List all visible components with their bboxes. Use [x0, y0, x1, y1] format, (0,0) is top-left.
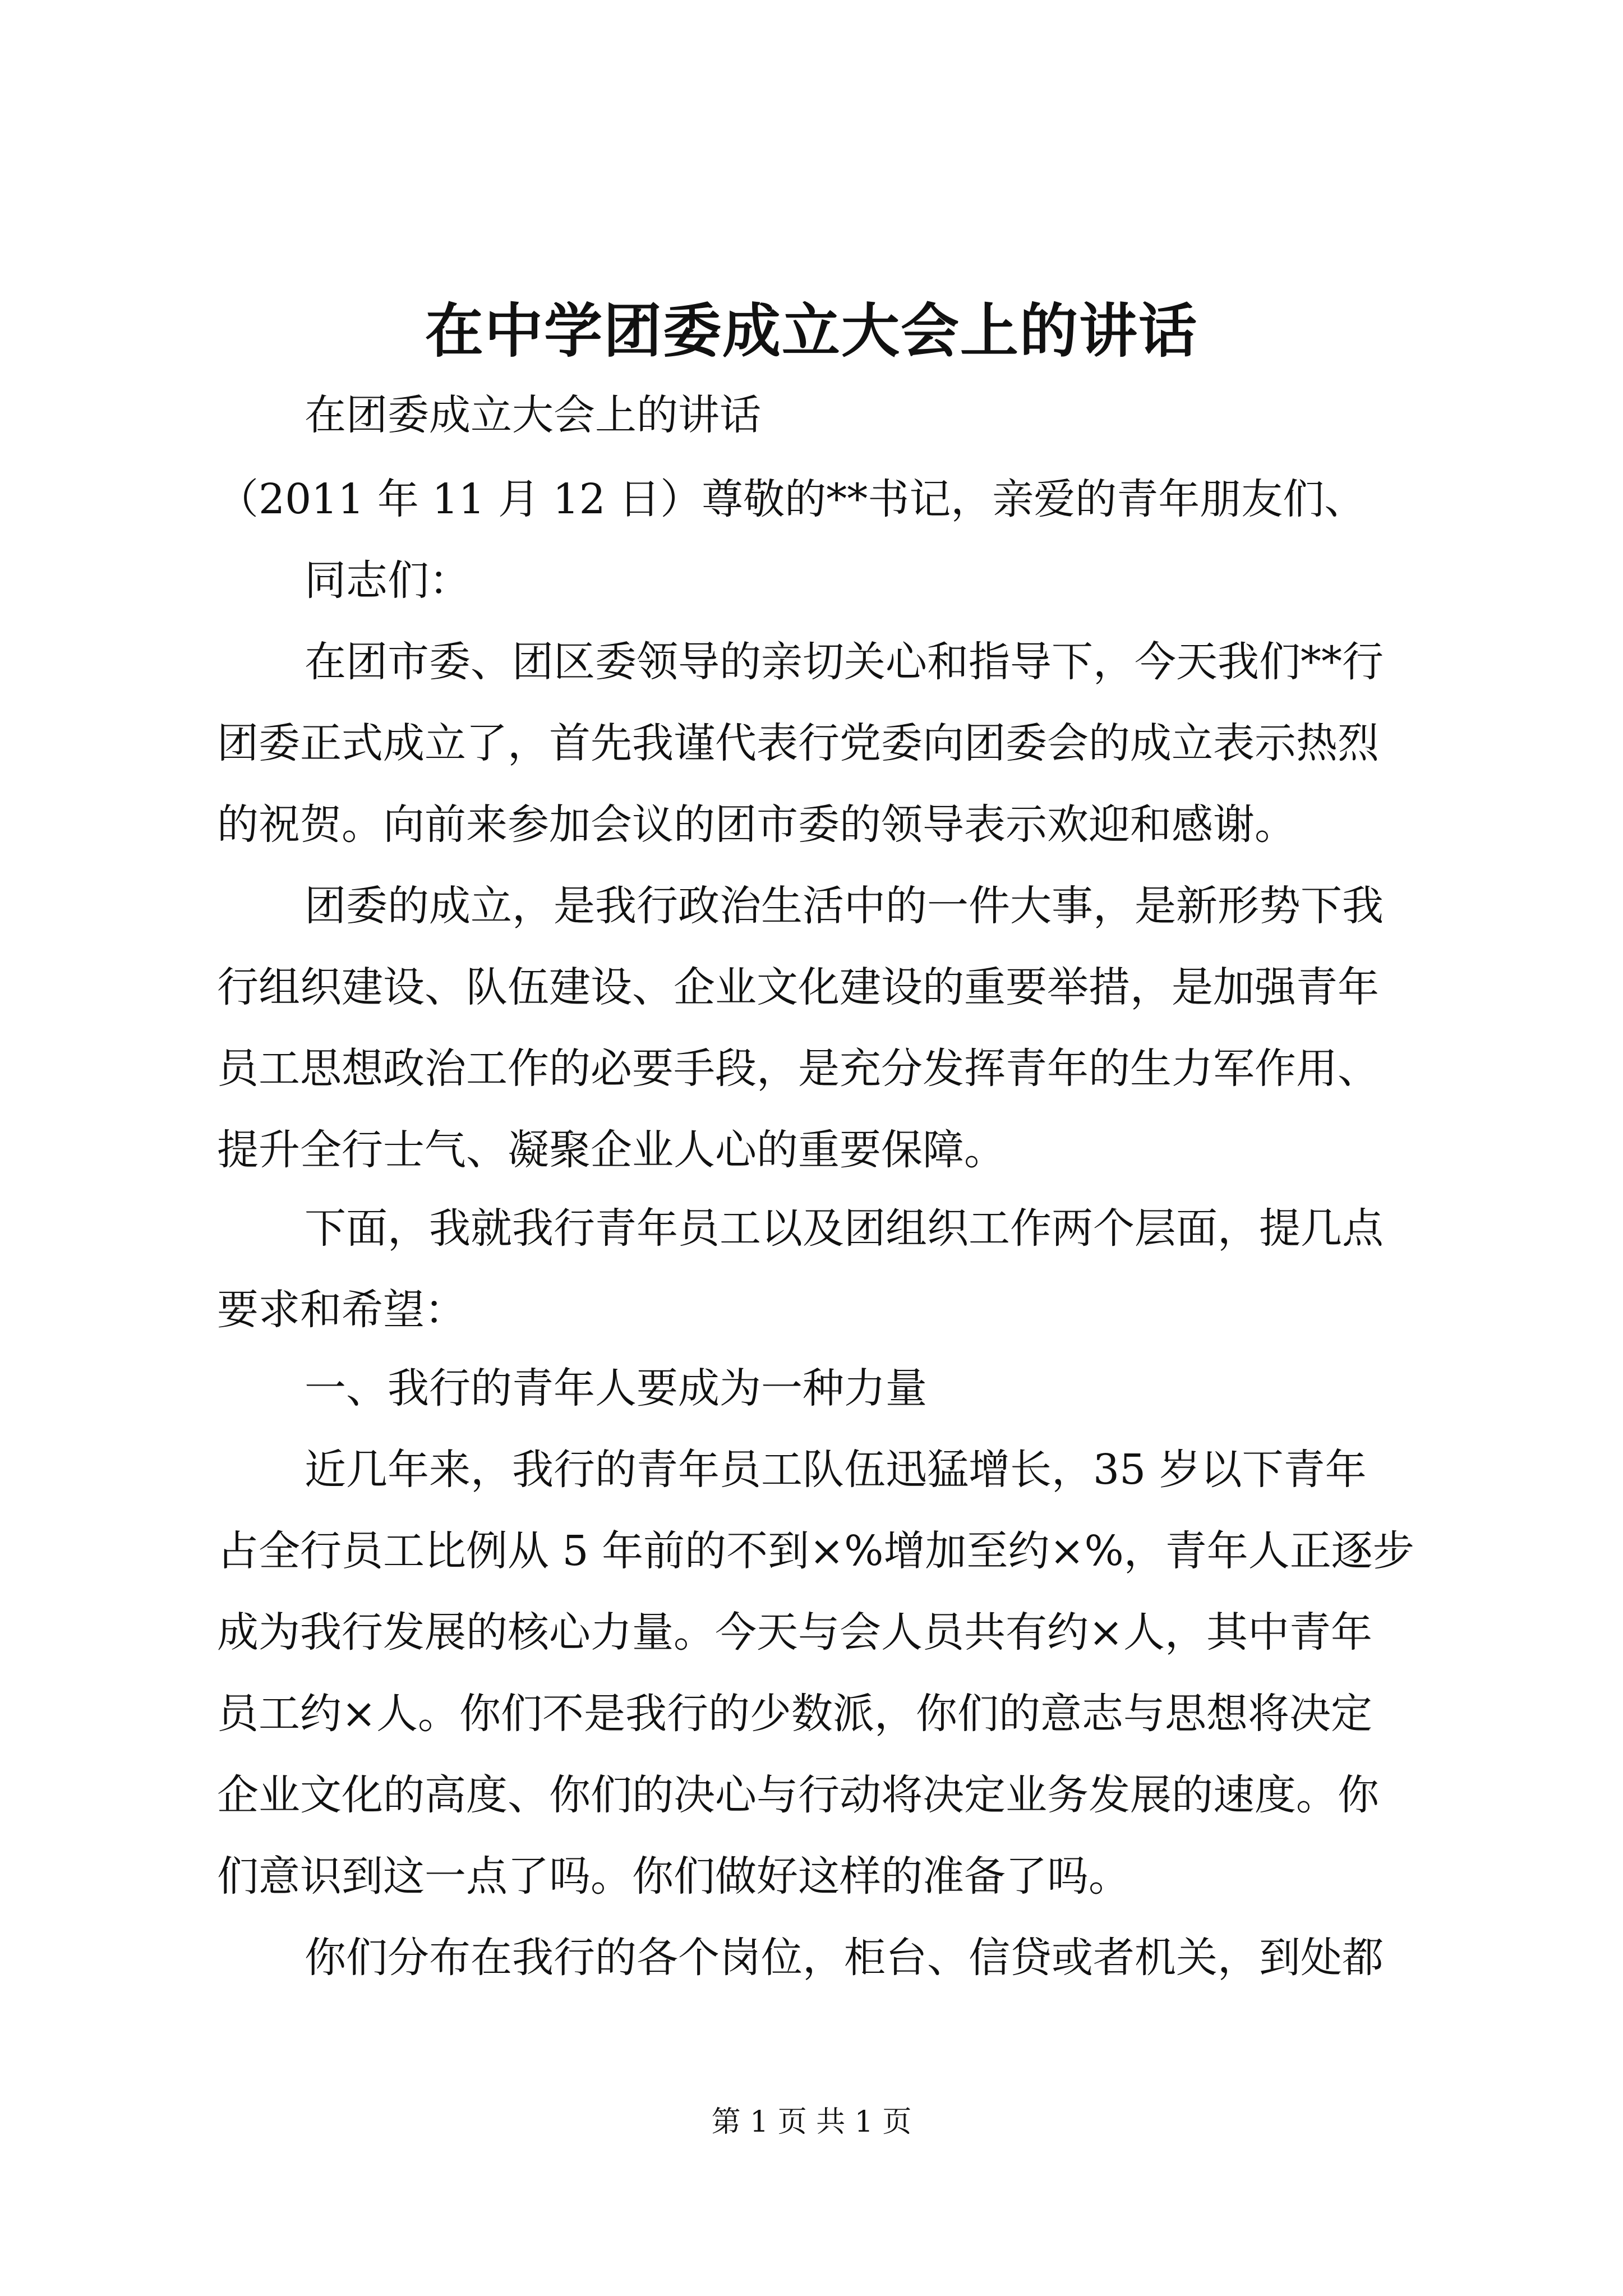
text-line: 在团市委、团区委领导的亲切关心和指导下，今天我们**行 — [305, 638, 1384, 686]
text-line: 你们分布在我行的各个岗位，柜台、信贷或者机关，到处都 — [305, 1934, 1384, 1982]
section-heading: 一、我行的青年人要成为一种力量 — [305, 1364, 927, 1412]
text-line: 企业文化的高度、你们的决心与行动将决定业务发展的速度。你 — [217, 1771, 1379, 1819]
text-line: 的祝贺。向前来参加会议的团市委的领导表示欢迎和感谢。 — [217, 800, 1296, 849]
text-line: 近几年来，我行的青年员工队伍迅猛增长，35 岁以下青年 — [305, 1446, 1367, 1494]
text-line: 下面，我就我行青年员工以及团组织工作两个层面，提几点 — [305, 1204, 1384, 1253]
document-title: 在中学团委成立大会上的讲话 — [425, 296, 1198, 365]
text-line: 团委的成立，是我行政治生活中的一件大事，是新形势下我 — [305, 882, 1384, 930]
text-line: 成为我行发展的核心力量。今天与会人员共有约×人，其中青年 — [217, 1608, 1373, 1657]
text-line: 团委正式成立了，首先我谨代表行党委向团委会的成立表示热烈 — [217, 719, 1379, 767]
text-line: 员工思想政治工作的必要手段，是充分发挥青年的生力军作用、 — [217, 1045, 1379, 1093]
text-line: （2011 年 11 月 12 日）尊敬的**书记，亲爱的青年朋友们、 — [217, 475, 1366, 523]
text-line: 们意识到这一点了吗。你们做好这样的准备了吗。 — [217, 1852, 1130, 1901]
text-line: 提升全行士气、凝聚企业人心的重要保障。 — [217, 1126, 1006, 1174]
text-line: 要求和希望： — [217, 1286, 466, 1334]
text-line: 同志们： — [305, 556, 471, 605]
subtitle-line: 在团委成立大会上的讲话 — [305, 391, 761, 439]
text-line: 占全行员工比例从 5 年前的不到×%增加至约×%，青年人正逐步 — [217, 1527, 1414, 1575]
text-line: 员工约×人。你们不是我行的少数派，你们的意志与思想将决定 — [217, 1690, 1373, 1738]
text-line: 行组织建设、队伍建设、企业文化建设的重要举措，是加强青年 — [217, 963, 1379, 1011]
page-footer: 第 1 页 共 1 页 — [711, 2105, 912, 2139]
